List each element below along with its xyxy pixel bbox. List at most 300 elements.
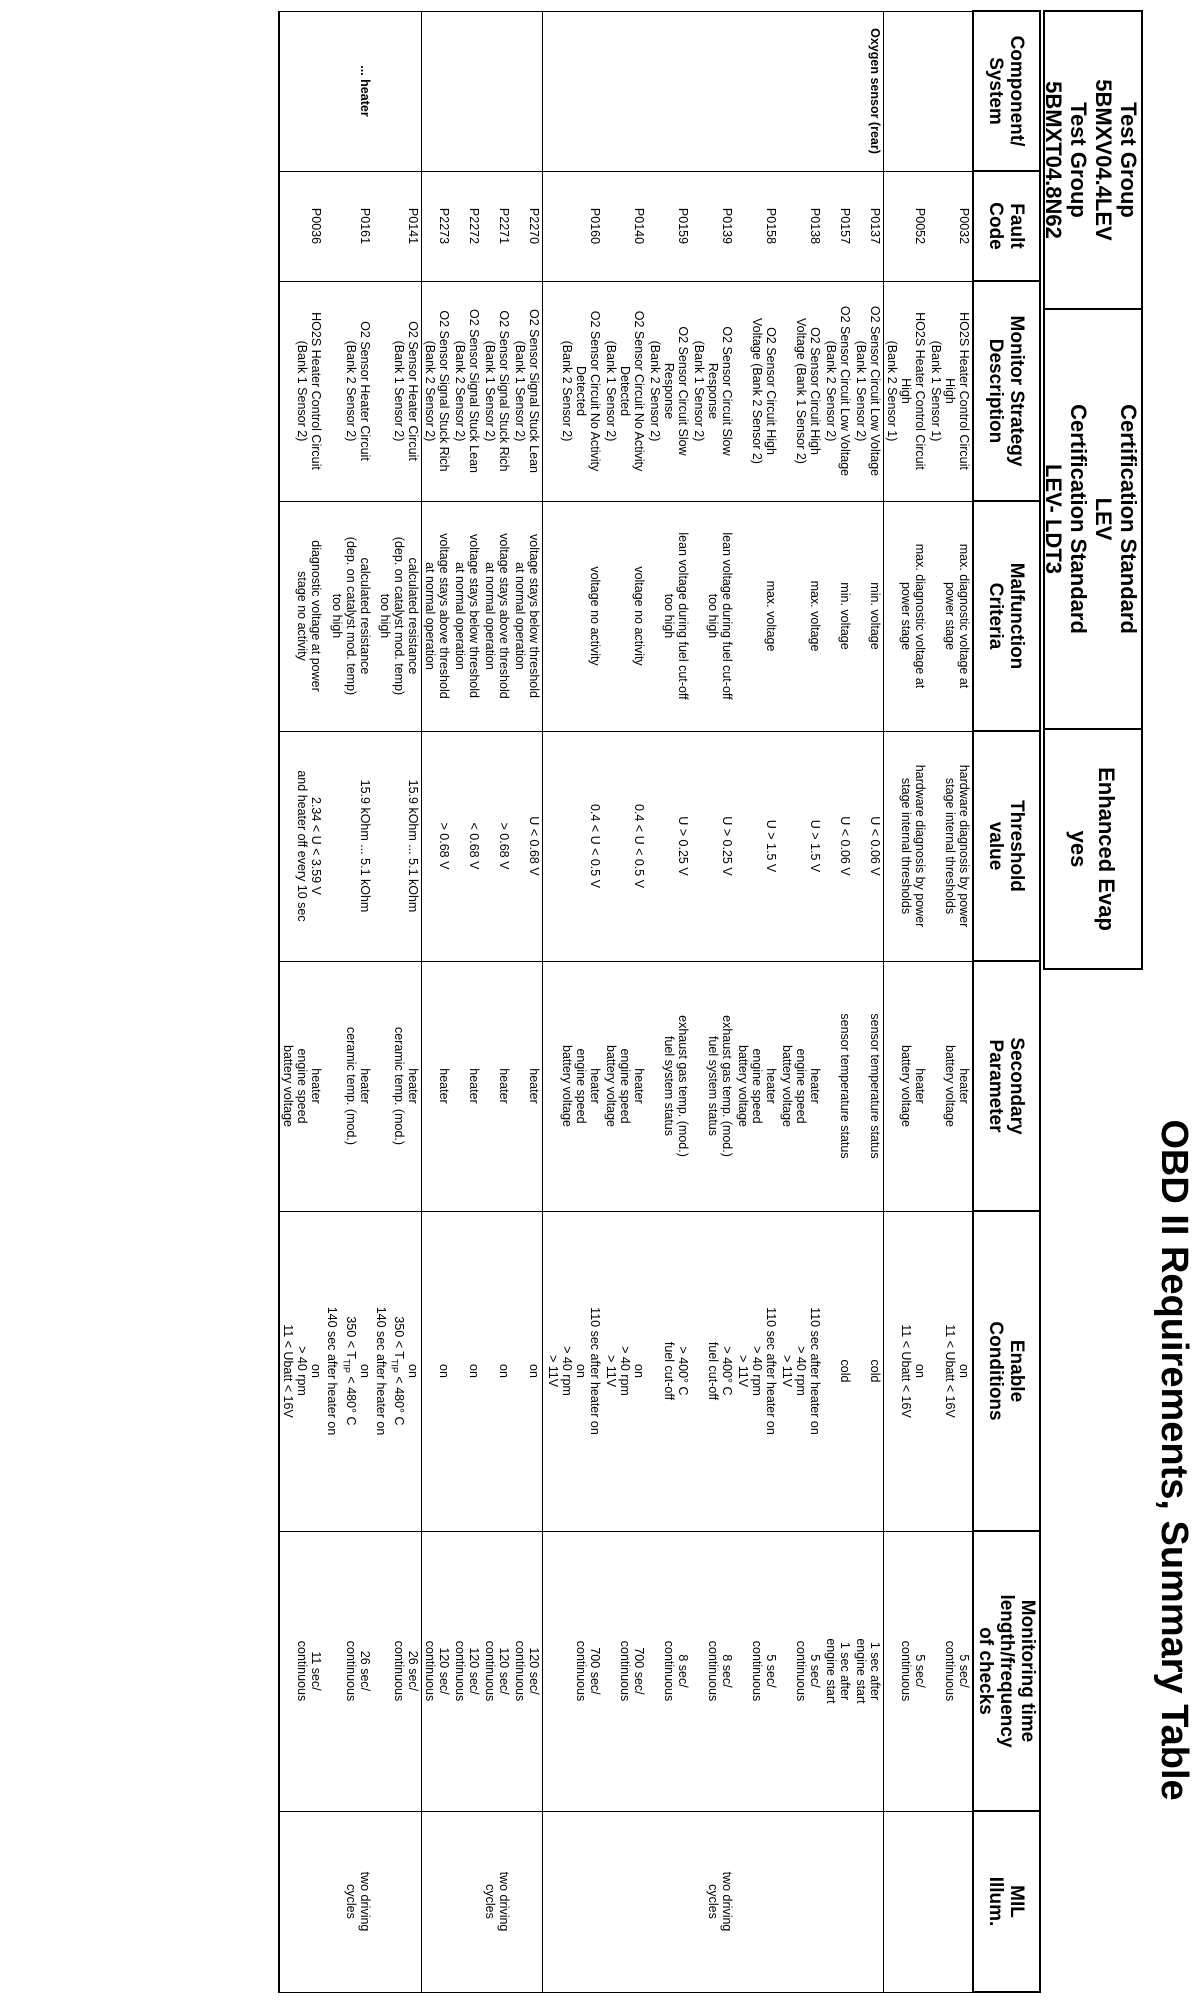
- monitor-description-cell-line: Detected: [574, 365, 588, 417]
- fault-code-cell-line: P0160: [588, 207, 602, 245]
- secondary-parameter-cell-line: battery voltage: [560, 1045, 574, 1127]
- secondary-parameter-cell: [928, 961, 973, 1211]
- component-cell: [453, 11, 483, 171]
- threshold-header-line: value: [985, 821, 1007, 871]
- monitor-description-cell: [453, 281, 483, 501]
- fault-code-cell: [779, 171, 823, 281]
- mil-cell-line: two driving: [358, 1871, 372, 1932]
- monitoring-time-cell-line: continuous: [750, 1640, 764, 1702]
- enable-conditions-cell-line: 110 sec after heater on: [764, 1307, 778, 1435]
- secondary-parameter-cell-line: heater: [437, 1068, 452, 1104]
- enable-conditions-cell: [453, 1211, 483, 1531]
- malfunction-criteria-cell: [853, 501, 884, 731]
- secondary-parameter-header: [973, 961, 1040, 1211]
- enable-conditions-cell: [823, 1211, 853, 1531]
- malfunction-criteria-cell: [928, 501, 973, 731]
- secondary-parameter-cell: [853, 961, 884, 1211]
- fault-code-header-line: Code: [985, 202, 1007, 250]
- threshold-cell: [603, 731, 647, 961]
- threshold-header: [973, 731, 1040, 961]
- secondary-parameter-cell: [280, 961, 325, 1211]
- malfunction-criteria-cell-line: voltage stays above threshold: [437, 533, 452, 699]
- malfunction-criteria-cell: [422, 501, 453, 731]
- monitoring-time-cell-line: continuous: [483, 1640, 498, 1702]
- malfunction-criteria-cell: [823, 501, 853, 731]
- fault-code-cell: [453, 171, 483, 281]
- component-cell: [853, 11, 884, 171]
- secondary-parameter-cell-line: heater: [913, 1068, 927, 1104]
- fault-code-cell-line: P0137: [868, 207, 882, 245]
- enable-conditions-cell-line: $350 < T_{TIP} < 480^\circ$ C: [390, 1316, 407, 1426]
- monitor-description-cell-line: O2 Sensor Signal Stuck Rich: [437, 310, 452, 472]
- fault-code-cell: [884, 171, 929, 281]
- monitor-description-cell-line: (Bank 1 Sensor 2): [854, 340, 868, 442]
- monitor-description-cell-line: Detected: [618, 365, 632, 417]
- secondary-parameter-cell-line: heater: [497, 1068, 512, 1104]
- enable-conditions-header-line: Enable: [1006, 1339, 1028, 1403]
- enable-conditions-cell-line: 140 sec after heater on: [325, 1306, 340, 1436]
- threshold-header-line: Threshold: [1006, 800, 1028, 892]
- secondary-parameter-header-line: Parameter: [985, 1039, 1007, 1133]
- monitor-description-cell-line: O2 Sensor Signal Stuck Lean: [527, 309, 542, 473]
- enable-conditions-cell: [483, 1211, 513, 1531]
- table-row: [647, 11, 691, 1992]
- monitor-description-cell-line: O2 Sensor Circuit No Activity: [588, 310, 602, 472]
- monitor-description-cell: [325, 281, 374, 501]
- component-cell: [325, 11, 374, 171]
- secondary-parameter-cell: [453, 961, 483, 1211]
- secondary-parameter-cell-line: engine speed: [295, 1048, 310, 1124]
- fault-code-cell-line: P2270: [527, 207, 542, 245]
- secondary-parameter-cell-line: battery voltage: [604, 1045, 618, 1127]
- monitoring-time-cell-line: 8 sec/: [720, 1654, 734, 1688]
- table-row: [884, 11, 929, 1992]
- threshold-cell-line: U > 0.25 V: [720, 816, 734, 876]
- enable-conditions-cell-line: on: [574, 1364, 588, 1378]
- secondary-parameter-cell: [483, 961, 513, 1211]
- monitor-description-cell-line: HO2S Heater Control Circuit: [913, 312, 927, 470]
- mil-cell: [884, 1811, 929, 1992]
- table-row: [453, 11, 483, 1992]
- test-group-label-1: Test Group: [1116, 102, 1141, 218]
- threshold-cell: [483, 731, 513, 961]
- monitoring-time-cell: [884, 1531, 929, 1811]
- monitor-description-cell-line: (Bank 1 Sensor 2): [295, 340, 310, 442]
- monitor-description-cell: [735, 281, 779, 501]
- table-row: [853, 11, 884, 1992]
- enable-conditions-cell-line: > 11V: [604, 1354, 618, 1388]
- monitor-description-cell: [691, 281, 735, 501]
- secondary-parameter-cell: [325, 961, 374, 1211]
- enable-conditions-cell-line: on: [467, 1364, 482, 1378]
- monitor-description-cell-line: (Bank 2 Sensor 2): [423, 340, 438, 442]
- cert-value-2: LEV- LDT3: [1041, 463, 1066, 574]
- enable-conditions-cell-line: on: [437, 1364, 452, 1378]
- enable-conditions-cell-line: > 40 rpm: [295, 1346, 310, 1396]
- threshold-cell: [453, 731, 483, 961]
- monitoring-time-cell-line: 11 sec/: [309, 1651, 324, 1691]
- monitoring-time-cell-line: continuous: [295, 1640, 310, 1702]
- fault-code-cell-line: P0157: [838, 207, 852, 245]
- secondary-parameter-cell-line: heater: [764, 1068, 778, 1104]
- malfunction-criteria-cell-line: too high: [706, 593, 720, 639]
- monitoring-time-cell-line: 26 sec/: [406, 1650, 421, 1692]
- monitor-description-cell: [647, 281, 691, 501]
- monitor-description-cell-line: O2 Sensor Signal Stuck Lean: [467, 309, 482, 473]
- mil-cell: [928, 1811, 973, 1992]
- malfunction-criteria-cell-line: voltage stays above threshold: [497, 533, 512, 699]
- secondary-parameter-cell-line: heater: [467, 1068, 482, 1104]
- enable-conditions-cell-line: on: [913, 1364, 927, 1378]
- secondary-parameter-cell-line: fuel system status: [662, 1035, 676, 1137]
- malfunction-criteria-cell-line: at normal operation: [513, 562, 528, 670]
- threshold-cell: [647, 731, 691, 961]
- malfunction-criteria-cell: [735, 501, 779, 731]
- mil-cell-line: cycles: [706, 1884, 720, 1919]
- monitoring-time-cell-line: 120 sec/: [467, 1647, 482, 1695]
- mil-cell: [647, 1811, 691, 1992]
- secondary-parameter-cell: [735, 961, 779, 1211]
- secondary-parameter-cell-line: heater: [588, 1068, 602, 1104]
- mil-header-line: MIL: [1006, 1885, 1028, 1918]
- fault-code-cell: [483, 171, 513, 281]
- enable-conditions-cell-line: > 40 rpm: [750, 1346, 764, 1396]
- monitoring-time-cell: [373, 1531, 422, 1811]
- component-cell: [603, 11, 647, 171]
- monitor-strategy-header-line: Description: [985, 338, 1007, 444]
- secondary-parameter-cell-line: heater: [632, 1068, 646, 1104]
- malfunction-criteria-cell: [325, 501, 374, 731]
- evap-label: Enhanced Evap: [1094, 767, 1119, 931]
- enable-conditions-cell-line: on: [497, 1364, 512, 1378]
- enable-conditions-cell-line: 11 < Ubatt < 16V: [281, 1324, 296, 1418]
- table-row: [928, 11, 973, 1992]
- fault-code-cell: [691, 171, 735, 281]
- monitoring-time-cell-line: 120 sec/: [497, 1647, 512, 1695]
- test-group-box: [1043, 10, 1143, 310]
- secondary-parameter-cell: [603, 961, 647, 1211]
- threshold-cell: [884, 731, 929, 961]
- fault-code-cell-line: P0161: [358, 207, 372, 245]
- mil-cell: [453, 1811, 483, 1992]
- fault-code-cell-line: P0140: [632, 207, 646, 245]
- malfunction-criteria-cell-line: at normal operation: [483, 562, 498, 670]
- monitoring-time-cell: [325, 1531, 374, 1811]
- fault-code-header-line: Fault: [1006, 203, 1028, 249]
- threshold-cell: [928, 731, 973, 961]
- malfunction-criteria-cell-line: too high: [378, 593, 393, 639]
- certification-box: [1043, 310, 1143, 730]
- enable-conditions-cell-line: > 11V: [736, 1354, 750, 1388]
- threshold-cell-line: and heater off every 10 sec: [295, 770, 310, 922]
- malfunction-criteria-header-line: Malfunction: [1006, 562, 1028, 670]
- monitoring-time-cell-line: continuous: [794, 1640, 808, 1702]
- enable-conditions-cell: [853, 1211, 884, 1531]
- fault-code-cell: [513, 171, 544, 281]
- monitor-description-cell-line: (Bank 2 Sensor 2): [648, 340, 662, 442]
- secondary-parameter-cell-line: heater: [957, 1068, 971, 1104]
- enable-conditions-cell-line: fuel cut-off: [706, 1341, 720, 1401]
- malfunction-criteria-cell-line: at normal operation: [423, 562, 438, 670]
- fault-code-cell-line: P2273: [437, 207, 452, 245]
- secondary-parameter-cell-line: exhaust gas temp. (mod.): [720, 1015, 734, 1157]
- monitor-description-cell-line: O2 Sensor Circuit Slow: [676, 326, 690, 456]
- table-row: [280, 11, 325, 1992]
- enable-conditions-cell: [691, 1211, 735, 1531]
- monitoring-time-header: [973, 1531, 1040, 1811]
- monitor-description-cell: [513, 281, 544, 501]
- table-row: [823, 11, 853, 1992]
- monitor-description-cell-line: O2 Sensor Heater Circuit: [358, 321, 372, 461]
- mil-cell: [373, 1811, 422, 1992]
- monitoring-time-cell-line: continuous: [899, 1640, 913, 1702]
- fault-code-cell: [325, 171, 374, 281]
- mil-cell: [823, 1811, 853, 1992]
- threshold-cell-line: U > 0.25 V: [676, 816, 690, 876]
- fault-code-cell: [735, 171, 779, 281]
- monitoring-time-cell-line: continuous: [662, 1640, 676, 1702]
- monitor-description-cell-line: (Bank 1 Sensor 2): [513, 340, 528, 442]
- secondary-parameter-cell: [422, 961, 453, 1211]
- threshold-cell: [373, 731, 422, 961]
- secondary-parameter-cell: [884, 961, 929, 1211]
- monitoring-time-cell: [603, 1531, 647, 1811]
- monitor-description-cell-line: O2 Sensor Signal Stuck Rich: [497, 310, 512, 472]
- monitoring-time-cell-line: 5 sec/: [764, 1654, 778, 1688]
- enable-conditions-cell-line: on: [527, 1364, 542, 1378]
- monitor-description-cell-line: O2 Sensor Circuit No Activity: [632, 310, 646, 472]
- mil-cell-line: two driving: [720, 1871, 734, 1932]
- mil-cell: [483, 1811, 513, 1992]
- enable-conditions-cell: [513, 1211, 544, 1531]
- table-row: [422, 11, 453, 1992]
- mil-cell: [691, 1811, 735, 1992]
- monitor-description-cell: [928, 281, 973, 501]
- malfunction-criteria-cell-line: stage no activity: [295, 571, 310, 661]
- secondary-parameter-cell-line: ceramic temp. (mod.): [344, 1026, 358, 1146]
- malfunction-criteria-cell-line: voltage stays below threshold: [527, 534, 542, 698]
- monitoring-time-cell-line: 8 sec/: [676, 1654, 690, 1688]
- mil-header: [973, 1811, 1040, 1992]
- monitoring-time-cell: [513, 1531, 544, 1811]
- threshold-cell-line: stage internal thresholds: [943, 777, 957, 915]
- secondary-parameter-cell-line: heater: [808, 1068, 822, 1104]
- monitoring-time-cell: [853, 1531, 884, 1811]
- enable-conditions-cell-line: > 400° C: [720, 1346, 734, 1396]
- monitoring-time-cell-line: continuous: [706, 1640, 720, 1702]
- threshold-cell-line: U < 0.68 V: [527, 816, 542, 876]
- component-header-line: Component/: [1006, 35, 1028, 147]
- threshold-cell: [543, 731, 603, 961]
- enable-conditions-cell-line: on: [309, 1364, 324, 1378]
- malfunction-criteria-cell-line: voltage no activity: [588, 566, 602, 666]
- enable-conditions-cell: [735, 1211, 779, 1531]
- fault-code-cell-line: P0052: [913, 207, 927, 245]
- malfunction-criteria-cell-line: lean voltage during fuel cut-off: [720, 532, 734, 700]
- threshold-cell: [280, 731, 325, 961]
- monitoring-time-cell: [280, 1531, 325, 1811]
- enable-conditions-cell-line: 140 sec after heater on: [374, 1306, 388, 1436]
- cert-value-1: LEV: [1091, 497, 1116, 541]
- malfunction-criteria-cell-line: calculated resistance: [358, 557, 372, 675]
- secondary-parameter-cell: [543, 961, 603, 1211]
- monitor-description-cell: [603, 281, 647, 501]
- component-header-line: System: [985, 57, 1007, 125]
- mil-cell-line: two driving: [497, 1871, 512, 1932]
- secondary-parameter-cell-line: heater: [527, 1068, 542, 1104]
- secondary-parameter-cell-line: battery voltage: [281, 1045, 296, 1127]
- fault-code-cell: [603, 171, 647, 281]
- monitoring-time-cell-line: 1 sec after: [838, 1641, 852, 1701]
- mil-cell: [543, 1811, 603, 1992]
- enable-conditions-cell-line: > 40 rpm: [560, 1346, 574, 1396]
- fault-code-cell: [543, 171, 603, 281]
- secondary-parameter-cell: [373, 961, 422, 1211]
- monitoring-time-cell-line: 5 sec/: [808, 1654, 822, 1688]
- monitor-description-cell-line: High: [899, 378, 913, 404]
- monitor-description-cell-line: O2 Sensor Circuit Low Voltage: [868, 305, 882, 477]
- mil-cell: [603, 1811, 647, 1992]
- malfunction-criteria-cell-line: power stage: [943, 581, 957, 651]
- threshold-cell-line: U > 1.5 V: [764, 819, 778, 873]
- component-cell: [823, 11, 853, 171]
- monitor-description-cell-line: O2 Sensor Circuit High: [808, 327, 822, 455]
- monitoring-time-header-line: of checks: [975, 1627, 996, 1715]
- fault-code-cell: [647, 171, 691, 281]
- monitoring-time-cell-line: 700 sec/: [588, 1647, 602, 1695]
- fault-code-cell: [280, 171, 325, 281]
- monitor-description-cell-line: (Bank 1 Sensor 2): [483, 340, 498, 442]
- monitoring-time-cell-line: engine start: [854, 1638, 868, 1704]
- monitoring-time-cell-line: continuous: [574, 1640, 588, 1702]
- component-cell: [928, 11, 973, 171]
- monitor-description-cell-line: HO2S Heater Control Circuit: [957, 312, 971, 470]
- monitor-description-cell: [853, 281, 884, 501]
- table-row: [603, 11, 647, 1992]
- mil-cell: [853, 1811, 884, 1992]
- component-cell-line: Oxygen sensor (rear): [868, 28, 882, 154]
- malfunction-criteria-cell: [543, 501, 603, 731]
- threshold-cell-line: stage internal thresholds: [899, 777, 913, 915]
- monitoring-time-cell-line: 120 sec/: [437, 1647, 452, 1695]
- monitoring-time-cell: [453, 1531, 483, 1811]
- component-header: [973, 11, 1040, 171]
- monitor-description-cell-line: (Bank 1 Sensor 1): [929, 340, 943, 442]
- malfunction-criteria-cell-line: max. voltage: [808, 580, 822, 652]
- threshold-cell-line: 0.4 < U < 0.5 V: [632, 803, 646, 889]
- mil-cell: [513, 1811, 544, 1992]
- monitoring-time-cell-line: continuous: [453, 1640, 468, 1702]
- monitor-description-cell: [483, 281, 513, 501]
- monitoring-time-cell: [422, 1531, 453, 1811]
- monitoring-time-cell: [823, 1531, 853, 1811]
- test-group-value-1: 5BMXV04.4LEV: [1091, 79, 1116, 241]
- monitoring-time-cell: [779, 1531, 823, 1811]
- component-cell: [884, 11, 929, 171]
- fault-code-cell: [928, 171, 973, 281]
- monitoring-time-cell-line: 1 sec after: [868, 1641, 882, 1701]
- test-group-value-2: 5BMXT04.8N62: [1041, 81, 1066, 239]
- monitoring-time-cell-line: 5 sec/: [957, 1654, 971, 1688]
- enable-conditions-cell: [325, 1211, 374, 1531]
- enable-conditions-cell-line: cold: [868, 1359, 882, 1383]
- monitor-description-cell-line: Voltage (Bank 1 Sensor 2): [794, 318, 808, 464]
- component-cell: [280, 11, 325, 171]
- enable-conditions-cell-line: on: [632, 1364, 646, 1378]
- monitor-strategy-header-line: Monitor Strategy: [1006, 315, 1028, 467]
- monitor-description-cell: [280, 281, 325, 501]
- monitor-description-cell-line: O2 Sensor Circuit Slow: [720, 326, 734, 456]
- component-cell: [483, 11, 513, 171]
- secondary-parameter-cell: [513, 961, 544, 1211]
- threshold-cell-line: > 0.68 V: [437, 822, 452, 870]
- monitor-description-cell-line: O2 Sensor Heater Circuit: [406, 321, 421, 461]
- cert-label-1: Certification Standard: [1116, 404, 1141, 634]
- monitor-description-cell: [823, 281, 853, 501]
- fault-code-cell-line: P0138: [808, 207, 822, 245]
- fault-code-cell: [373, 171, 422, 281]
- malfunction-criteria-cell-line: calculated resistance: [406, 557, 421, 675]
- secondary-parameter-cell-line: heater: [309, 1068, 324, 1104]
- monitoring-time-cell-line: 5 sec/: [913, 1654, 927, 1688]
- table-row: [373, 11, 422, 1992]
- monitor-description-cell-line: High: [943, 378, 957, 404]
- monitoring-time-cell-line: engine start: [824, 1638, 838, 1704]
- monitor-description-cell: [543, 281, 603, 501]
- malfunction-criteria-cell: [647, 501, 691, 731]
- threshold-cell: [422, 731, 453, 961]
- malfunction-criteria-cell: [691, 501, 735, 731]
- malfunction-criteria-cell-line: max. voltage: [764, 580, 778, 652]
- component-cell: [779, 11, 823, 171]
- malfunction-criteria-cell-line: diagnostic voltage at power: [309, 540, 324, 692]
- malfunction-criteria-cell: [453, 501, 483, 731]
- component-cell: [543, 11, 603, 171]
- secondary-parameter-cell-line: battery voltage: [736, 1045, 750, 1127]
- secondary-parameter-cell-line: heater: [358, 1068, 372, 1104]
- threshold-cell-line: U > 1.5 V: [808, 819, 822, 873]
- threshold-cell-line: > 0.68 V: [497, 822, 512, 870]
- monitoring-time-cell: [647, 1531, 691, 1811]
- enable-conditions-cell-line: 110 sec after heater on: [588, 1307, 602, 1435]
- mil-cell-line: cycles: [344, 1884, 358, 1919]
- mil-cell: [735, 1811, 779, 1992]
- malfunction-criteria-cell-line: lean voltage during fuel cut-off: [676, 532, 690, 700]
- secondary-parameter-cell-line: battery voltage: [780, 1045, 794, 1127]
- enable-conditions-cell: [928, 1211, 973, 1531]
- monitor-description-cell: [373, 281, 422, 501]
- enable-conditions-cell-line: > 40 rpm: [794, 1346, 808, 1396]
- threshold-cell: [735, 731, 779, 961]
- enable-conditions-cell-line: > 400° C: [676, 1346, 690, 1396]
- fault-code-cell: [823, 171, 853, 281]
- enable-conditions-cell-line: > 11V: [780, 1354, 794, 1388]
- enable-conditions-header-line: Conditions: [985, 1321, 1007, 1421]
- malfunction-criteria-cell-line: (dep. on catalyst mod. temp): [344, 536, 358, 696]
- monitoring-time-cell-line: continuous: [423, 1640, 438, 1702]
- malfunction-criteria-header-line: Criteria: [985, 582, 1007, 650]
- enable-conditions-cell-line: on: [406, 1364, 421, 1378]
- monitor-description-cell-line: (Bank 1 Sensor 2): [692, 340, 706, 442]
- monitoring-time-cell-line: 120 sec/: [527, 1647, 542, 1695]
- threshold-cell: [779, 731, 823, 961]
- monitor-description-cell-line: (Bank 1 Sensor 2): [604, 340, 618, 442]
- malfunction-criteria-cell-line: too high: [330, 593, 344, 639]
- secondary-parameter-cell-line: engine speed: [750, 1048, 764, 1124]
- monitor-description-cell: [884, 281, 929, 501]
- malfunction-criteria-cell-line: max. diagnostic voltage at: [913, 543, 927, 689]
- secondary-parameter-cell-line: engine speed: [794, 1048, 808, 1124]
